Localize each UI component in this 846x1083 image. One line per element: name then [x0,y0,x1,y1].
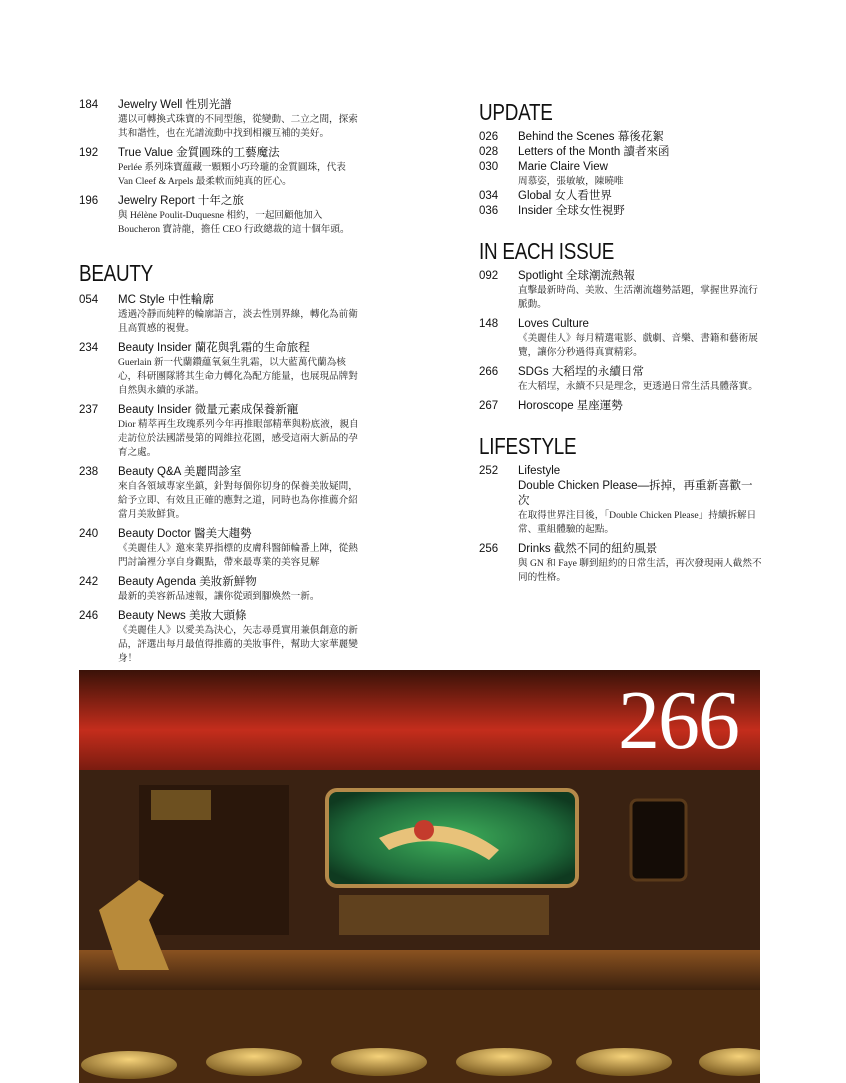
page-number: 246 [79,610,99,622]
entry-title: Horoscope 星座運勢 [518,400,623,412]
entry-title: Lifestyle [518,465,561,477]
page-number: 184 [79,99,99,111]
page-number: 238 [79,466,99,478]
entry-title: Beauty Doctor 醫美大趨勢 [118,528,252,540]
bar-counter [79,950,760,990]
bar-stool [456,1048,552,1076]
entry-title: Spotlight 全球潮流熱報 [518,270,635,282]
entry-title: Global 女人看世界 [518,190,612,202]
page-number: 237 [79,404,99,416]
entry-title: Loves Culture [518,318,589,330]
toc-entry[interactable] [79,146,361,189]
toc-entry[interactable] [479,189,764,204]
toc-entry[interactable] [79,527,361,570]
entry-title: MC Style 中性輪廓 [118,294,214,306]
shelf-glow [151,790,211,820]
entry-title: Beauty Insider 微量元素成保養新寵 [118,404,299,416]
page-number: 266 [479,366,499,378]
toc-entry[interactable] [479,269,764,312]
page-number: 242 [79,576,99,588]
toc-entry[interactable] [79,341,361,398]
entry-subtitle: Double Chicken Please—拆掉，再重新喜歡一次 [518,480,753,507]
in-each-issue-section [479,237,764,414]
entry-description: 與 GN 和 Faye 聊到紐約的日常生活，再次發現兩人截然不同的性格。 [518,558,762,583]
bar-stool [576,1048,672,1076]
page-number: 192 [79,147,99,159]
entry-description: 選以可轉換式珠寶的不同型態，從變動、二立之間，探索其和諧性，也在光譜流動中找到相襯互補的美好。 [118,114,358,139]
toc-entry[interactable] [79,293,361,336]
entry-description: Perlée 系列珠寶蘊藏一顆顆小巧玲瓏的金質圓珠，代表 Van Cleef & Arpels 最柔軟而純真的匠心。 [118,162,346,187]
page-number: 148 [479,318,499,330]
entry-title: Jewelry Well 性別光譜 [118,99,232,111]
section-heading: IN EACH ISSUE [479,238,615,264]
entry-title: Beauty Agenda 美妝新鮮物 [118,576,257,588]
entry-title: Marie Claire View [518,161,608,173]
left-column [79,98,361,671]
entry-description: 直擊最新時尚、美妝、生活潮流趨勢話題，掌握世界流行脈動。 [518,285,758,310]
entry-description: 周慕姿，張敏敏，陳曉唯 [518,176,624,187]
sign-board [631,800,686,880]
right-column [479,98,764,590]
toc-entry[interactable] [79,465,361,522]
bar-photo [79,670,760,1083]
page-number: 034 [479,190,499,202]
entry-description: 透過冷靜而純粹的輪廓語言，淡去性別界線，轉化為前衛且高質感的視覺。 [118,309,358,334]
toc-entry[interactable] [79,98,361,141]
entry-description: 來自各領域專家坐鎮，針對每個你切身的保養美妝疑問，給予立即、有效且正確的應對之道，同時也為你推薦介紹當月美妝鮮貨。 [118,481,358,520]
section-heading: LIFESTYLE [479,433,577,459]
toc-entry[interactable] [479,204,764,219]
entry-title: Letters of the Month 讀者來函 [518,146,670,158]
toc-entry[interactable] [479,365,764,394]
lifestyle-section [479,432,764,585]
section-heading: BEAUTY [79,260,153,286]
bar-stool [81,1051,177,1079]
page-number: 256 [479,543,499,555]
entry-title: Beauty News 美妝大頭條 [118,610,247,622]
page-number: 028 [479,146,499,158]
jewelry-list [79,98,361,237]
entry-title: Beauty Q&A 美麗問診室 [118,466,242,478]
entry-title: Jewelry Report 十年之旅 [118,195,244,207]
toc-entry[interactable] [79,194,361,237]
page-number: 196 [79,195,99,207]
update-section [479,98,764,219]
entry-description: 《美麗佳人》以愛美為決心，矢志尋覓實用兼俱創意的新品，評選出每月最值得推薦的美妝事件，幫助大家華麗變身！ [118,625,358,664]
entry-description: Dior 精萃再生玫瑰系列今年再推眼部精華與粉底液，親自走訪位於法國諾曼第的岡維拉花園，感受這兩大新品的孕育之處。 [118,419,359,458]
toc-entry[interactable] [79,609,361,666]
toc-entry[interactable] [479,317,764,360]
toc-entry[interactable] [479,145,764,160]
toc-entry[interactable] [79,403,361,460]
page-number: 036 [479,205,499,217]
entry-title: True Value 金質圓珠的工藝魔法 [118,147,280,159]
page-number: 234 [79,342,99,354]
entry-description: 《美麗佳人》每月精選電影、戲劇、音樂、書籍和藝術展覽，讓你分秒過得真實精彩。 [518,333,758,358]
entry-description: 《美麗佳人》邀來業界指標的皮膚科醫師輪番上陣，從熱門討論裡分享自身觀點，帶來最專業的美容見解 [118,543,358,568]
page-number: 240 [79,528,99,540]
page-number: 267 [479,400,499,412]
page-number: 026 [479,131,499,143]
entry-description: Guerlain 新一代蘭鑽蘊氧氣生乳霜，以大藍萬代蘭為核心，科研團隊將其生命力轉化為配方能量，也展現品牌對自然與永續的承諾。 [118,357,358,396]
toc-entry[interactable] [479,399,764,414]
entry-description: 最新的美容新品速報，讓你從頭到腳煥然一新。 [118,591,320,602]
entry-title: Behind the Scenes 幕後花絮 [518,131,664,143]
toc-entry[interactable] [479,542,764,585]
entry-description: 在取得世界注目後，「Double Chicken Please」持續拆解日常、重組體驗的起點。 [518,510,757,535]
bar-stool [331,1048,427,1076]
toc-entry[interactable] [479,130,764,145]
bar-stool [206,1048,302,1076]
entry-title: SDGs 大稻埕的永續日常 [518,366,644,378]
entry-title: Beauty Insider 蘭花與乳霜的生命旅程 [118,342,310,354]
page-number: 030 [479,161,499,173]
entry-description: 與 Hélène Poulit-Duquesne 相約，一起回顧他加入 Boucheron 寶詩龍，擔任 CEO 行政總裁的這十個年頭。 [118,210,350,235]
toc-entry[interactable] [479,464,764,537]
entry-title: Drinks 截然不同的紐約風景 [518,543,658,555]
entry-title: Insider 全球女性視野 [518,205,625,217]
page-number: 252 [479,465,499,477]
panel-flower [414,820,434,840]
photo-page-number: 266 [618,674,738,767]
beauty-section [79,259,361,666]
page-number: 092 [479,270,499,282]
toc-entry[interactable] [479,160,764,189]
page-number: 054 [79,294,99,306]
toc-entry[interactable] [79,575,361,604]
entry-description: 在大稻埕，永續不只是理念，更透過日常生活具體落實。 [518,381,758,392]
section-heading: UPDATE [479,99,553,125]
bottle-row [339,895,549,935]
